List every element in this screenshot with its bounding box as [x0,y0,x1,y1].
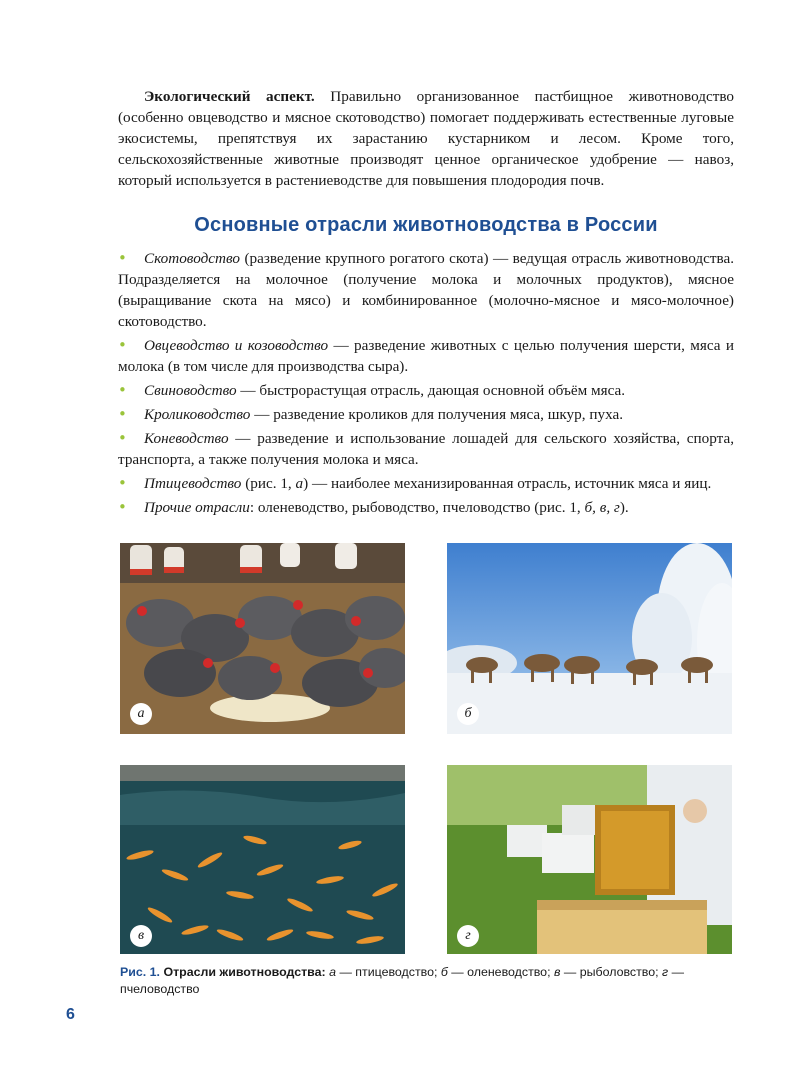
branch-term: Прочие отрасли [144,499,250,516]
branch-pre: (рис. 1, [241,475,296,492]
caption-text: — оленеводство; [447,965,554,979]
photo-poultry [120,543,405,734]
figure-caption [120,964,734,998]
caption-text: — рыболовство; [560,965,663,979]
branch-term: Скотоводство [144,250,240,267]
intro-paragraph [118,86,734,191]
caption-letter: б [440,965,448,979]
section-heading: Основные отрасли животноводства в России [194,214,658,236]
bullet-icon: • [118,381,127,399]
branches-list [118,248,734,521]
figure-ref: б, в, г [584,499,620,516]
branch-text: ) — наиболее механизированная отрасль, источник мяса и яиц. [303,475,712,492]
branch-text: — разведение кроликов для получения мяса, шкур, пуха. [250,406,623,423]
bullet-icon: • [118,498,127,516]
branch-term: Птицеводство [144,475,242,492]
intro-bold-lead: Экологический аспект. [144,88,315,105]
list-item [118,404,734,425]
caption-letter: в [553,965,561,979]
bullet-icon: • [118,474,127,492]
branch-text: ). [619,499,629,516]
branch-text: — разведение и использование лошадей для сельского хозяйства, спорта, транспорта, а также получения молока и мяса. [118,430,734,468]
branch-term: Коневодство [144,430,229,447]
photo-reindeer [447,543,732,734]
list-item [118,473,734,494]
branch-text: — быстрорастущая отрасль, дающая основной объём мяса. [236,382,626,399]
branch-pre: : оленеводство, рыбоводство, пчеловодство (рис. 1, [249,499,585,516]
figure-letter-c: в [130,925,152,947]
list-item [118,335,734,377]
photo-fish [120,765,405,954]
caption-number: Рис. 1. [120,965,160,979]
bullet-icon: • [118,336,127,354]
photo-beekeeping [447,765,732,954]
branch-term: Овцеводство и козоводство [144,337,329,354]
branch-text: (разведение крупного рогатого скота) — ведущая отрасль животноводства. Подразделяется на молочное (получение молока и молочных продуктов), мясное (выращивание скота на мясо) и комбинированное (молочно-мясное и мясо-молочное) скотоводство. [118,250,734,330]
bullet-icon: • [118,405,127,423]
intro-text: Правильно организованное пастбищное животноводство (особенно овцеводство и мясное скотоводство) помогает поддерживать естественные луговые экосистемы, препятствуя их зарастанию кустарником и лесом. Кроме того, сельскохозяйственные животные производят ценное органическое удобрение — навоз, который используется в растениеводстве для повышения плодородия почв. [118,88,735,189]
list-item [118,428,734,470]
figure-letter-d: г [457,925,479,947]
figure-letter-b: б [457,703,479,725]
branch-term: Свиноводство [144,382,237,399]
list-item [118,248,734,332]
bullet-icon: • [118,249,127,267]
list-item [118,380,734,401]
caption-letter: а [329,965,337,979]
branch-text: — разведение животных с целью получения шерсти, мяса и молока (в том числе для производства сыра). [118,337,734,375]
caption-text: — птицеводство; [336,965,441,979]
figure-ref: а [295,475,304,492]
page-number: 6 [66,1006,75,1023]
figure-letter-a: а [130,703,152,725]
caption-letter: г [662,965,669,979]
caption-text: — пчеловодство [120,965,684,996]
list-item [118,497,734,518]
bullet-icon: • [118,429,127,447]
branch-term: Кролиководство [144,406,251,423]
caption-title: Отрасли животноводства: [160,965,326,979]
